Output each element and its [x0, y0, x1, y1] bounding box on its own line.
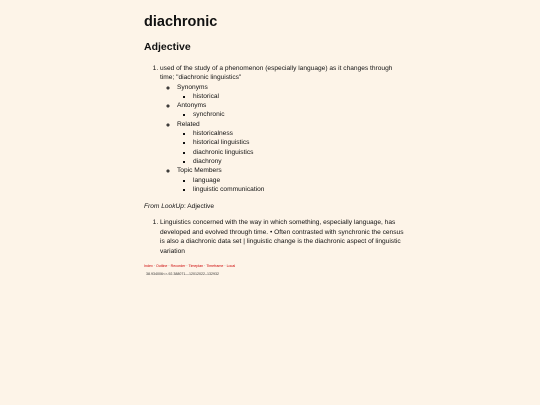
related-group	[177, 120, 404, 166]
topic-member-item[interactable]: ▪ language	[193, 176, 404, 185]
footer-link-outline[interactable]: Outline	[156, 264, 168, 268]
definition-item	[160, 64, 404, 194]
definition-block	[144, 64, 404, 194]
lookup-definition-block	[144, 218, 404, 256]
synonyms-label: Synonyms	[177, 83, 208, 91]
definition-text: used of the study of a phenomenon (especially language) as it changes through time; "diachronic linguistics"	[160, 65, 393, 82]
footer-meta: 38.934006<>-92.388071—12012022–132932	[146, 272, 219, 276]
footer-link-local[interactable]: Local	[226, 264, 236, 268]
lookup-source-line	[144, 202, 214, 211]
part-of-speech-heading: Adjective	[144, 41, 191, 53]
related-item[interactable]: ▪ diachrony	[193, 157, 404, 166]
synonyms-group	[177, 83, 404, 102]
footer-link-index[interactable]: Index	[144, 264, 153, 268]
related-item[interactable]: ▪ historicalness	[193, 129, 404, 138]
antonyms-group	[177, 101, 404, 120]
related-label: Related	[177, 120, 200, 128]
footer-link-timeplan[interactable]: Timeplan	[188, 264, 204, 268]
antonym-item[interactable]: ▪ synchronic	[193, 110, 404, 119]
topic-members-label: Topic Members	[177, 167, 222, 175]
lookup-pos: : Adjective	[183, 203, 215, 210]
lookup-source: From LookUp	[144, 203, 184, 210]
topic-members-group	[177, 166, 404, 194]
footer-link-timeframe[interactable]: Timeframe	[206, 264, 224, 268]
lookup-definition-item: 1. Linguistics concerned with the way in which something, especially language, has developed and evolved through time. • Often contrasted with synchronic the census is also a diachronic data set | linguistic change is the diachronic aspect of linguistic variation	[160, 218, 404, 256]
page-title: diachronic	[144, 14, 218, 30]
related-item[interactable]: ▪ diachronic linguistics	[193, 148, 404, 157]
antonyms-label: Antonyms	[177, 102, 207, 110]
related-item[interactable]: ▪ historical linguistics	[193, 138, 404, 147]
entry	[144, 12, 404, 276]
synonym-item[interactable]: ▪ historical	[193, 92, 404, 101]
topic-member-item[interactable]: ▪ linguistic communication	[193, 185, 404, 194]
footer-links: Index · Outline · Recorder · Timeplan · Timeframe · Local	[144, 264, 236, 268]
footer-link-recorder[interactable]: Recorder	[170, 264, 186, 268]
